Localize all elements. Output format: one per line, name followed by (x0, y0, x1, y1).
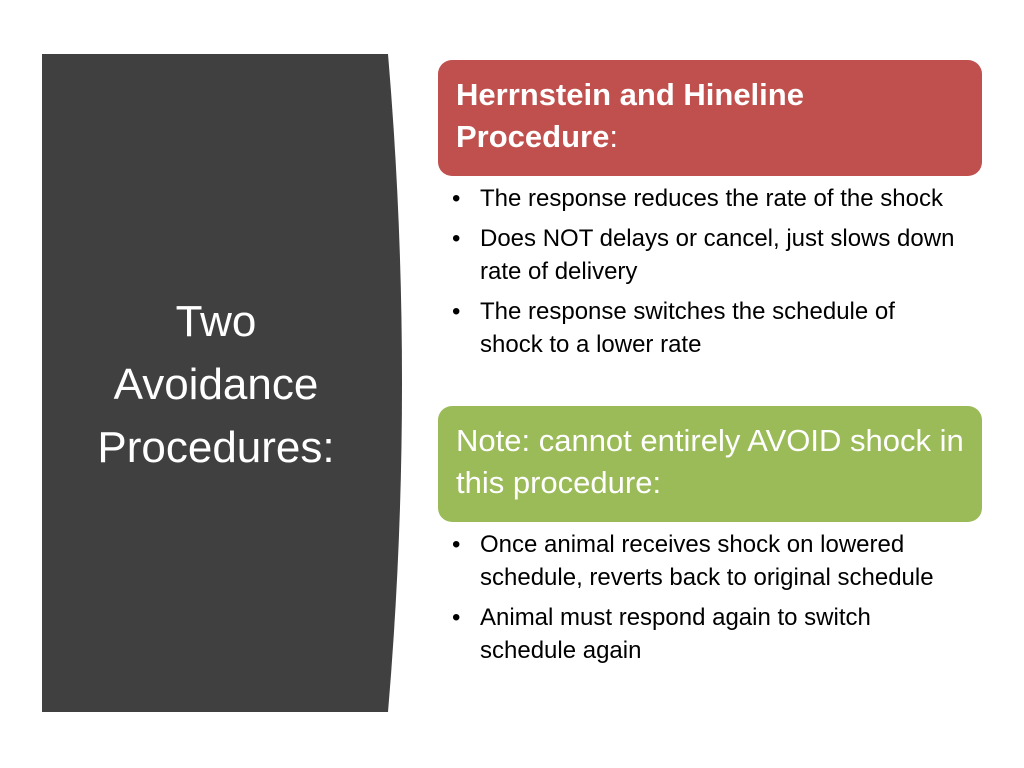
bullet-icon: • (452, 604, 461, 631)
slide-title (42, 290, 390, 479)
note-header (438, 406, 982, 522)
note-bullet-list (452, 528, 964, 674)
title-line-2: Avoidance (113, 360, 319, 409)
bullet-icon: • (452, 185, 461, 212)
green-header-text: Note: cannot entirely AVOID shock in this procedure: (456, 423, 964, 500)
list-item (452, 182, 964, 215)
red-header-text (456, 74, 964, 158)
red-header-colon: : (609, 119, 618, 154)
bullet-icon: • (452, 225, 461, 252)
bullet-text: The response reduces the rate of the shock (480, 185, 943, 212)
bullet-text: Once animal receives shock on lowered schedule, reverts back to original schedule (480, 531, 934, 591)
title-line-1: Two (175, 297, 257, 346)
list-item (452, 222, 964, 288)
title-line-3: Procedures: (97, 423, 335, 472)
herrnstein-hineline-header (438, 60, 982, 176)
red-header-bold: Herrnstein and Hineline Procedure (456, 77, 804, 154)
bullet-text: The response switches the schedule of shock to a lower rate (480, 298, 895, 358)
bullet-icon: • (452, 298, 461, 325)
list-item (452, 528, 964, 594)
procedure-bullet-list (452, 182, 964, 368)
list-item (452, 601, 964, 667)
list-item (452, 295, 964, 361)
bullet-text: Animal must respond again to switch schedule again (480, 604, 871, 664)
bullet-text: Does NOT delays or cancel, just slows down rate of delivery (480, 225, 955, 285)
bullet-icon: • (452, 531, 461, 558)
